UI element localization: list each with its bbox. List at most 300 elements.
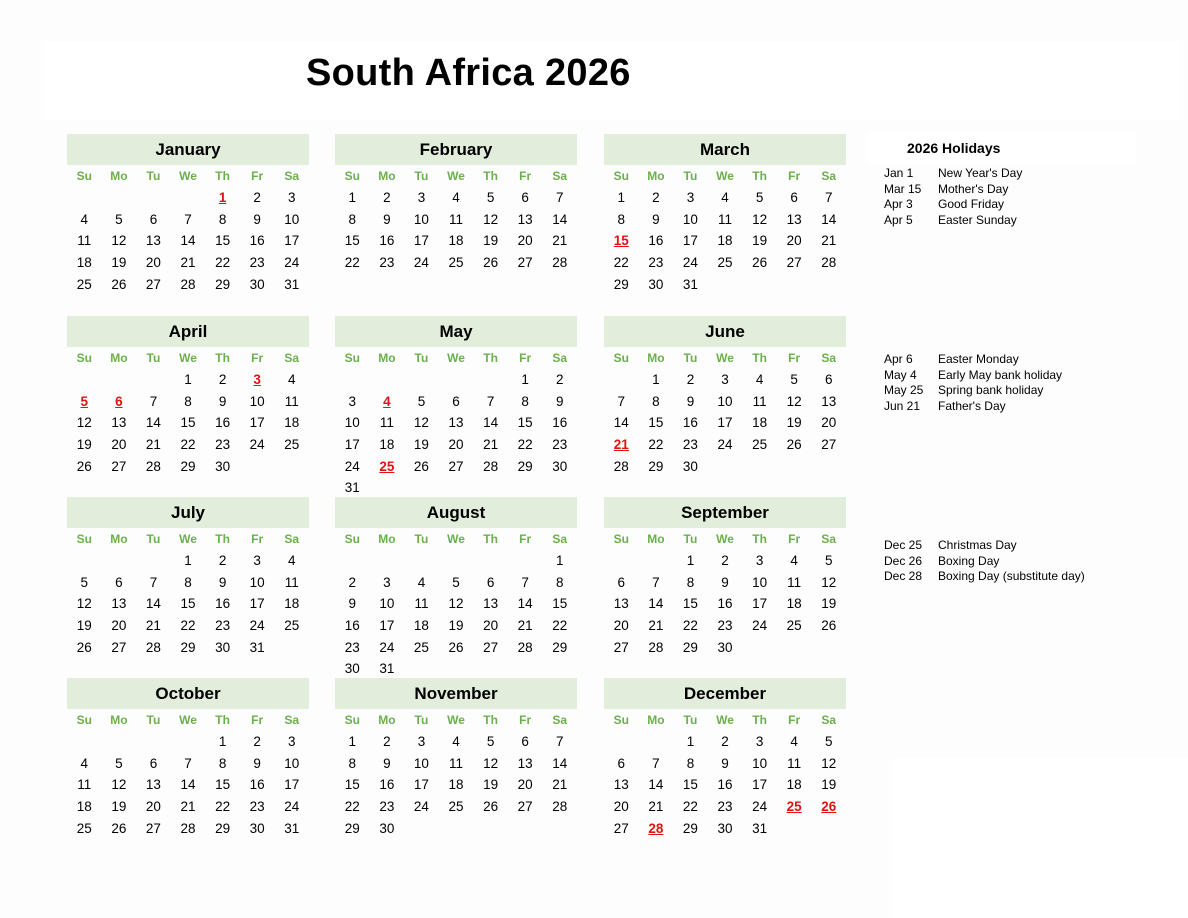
day-cell: 16 xyxy=(648,233,664,249)
day-cell: 30 xyxy=(717,639,733,655)
holiday-name: Boxing Day xyxy=(938,553,1000,568)
week-row xyxy=(67,731,309,753)
day-cell: 25 xyxy=(786,799,802,815)
day-cell: 4 xyxy=(383,393,391,409)
day-cell: 9 xyxy=(721,574,729,590)
day-cell: 15 xyxy=(215,233,231,249)
weekday-label: Mo xyxy=(378,169,396,183)
day-cell: 24 xyxy=(344,458,360,474)
day-cell: 3 xyxy=(253,372,261,388)
week-row xyxy=(335,477,577,499)
day-cell: 3 xyxy=(348,393,357,409)
day-cell: 23 xyxy=(682,437,698,453)
day-cell: 11 xyxy=(449,211,464,227)
weekday-label: Su xyxy=(344,169,360,183)
day-cell: 14 xyxy=(145,596,161,612)
day-cell: 9 xyxy=(253,211,261,227)
day-cell: 17 xyxy=(249,415,265,431)
day-cell: 8 xyxy=(652,393,660,409)
day-cell: 10 xyxy=(682,211,698,227)
day-cell: 15 xyxy=(344,233,360,249)
day-cell: 27 xyxy=(483,639,499,655)
week-row xyxy=(67,796,309,818)
weekday-label: Tu xyxy=(414,351,429,365)
week-row xyxy=(335,412,577,434)
day-cell: 26 xyxy=(111,276,127,292)
day-cell: 16 xyxy=(344,618,360,634)
day-cell: 31 xyxy=(752,820,768,836)
day-cell: 25 xyxy=(448,255,464,271)
holiday-name: Boxing Day (substitute day) xyxy=(938,569,1085,584)
weekday-label: Sa xyxy=(821,713,837,727)
holiday-date: Dec 28 xyxy=(884,569,923,584)
day-cell: 12 xyxy=(786,393,802,409)
day-cell: 16 xyxy=(379,233,395,249)
day-cell: 17 xyxy=(249,596,265,612)
weekday-label: Mo xyxy=(647,713,665,727)
day-cell: 26 xyxy=(821,618,837,634)
day-cell: 29 xyxy=(344,820,360,836)
day-cell: 27 xyxy=(111,458,127,474)
day-cell: 12 xyxy=(111,233,127,249)
day-cell: 15 xyxy=(682,777,698,793)
day-cell: 16 xyxy=(552,415,568,431)
week-row xyxy=(604,817,846,839)
day-cell: 17 xyxy=(284,233,300,249)
day-cell: 27 xyxy=(448,458,464,474)
weekday-label: Su xyxy=(613,713,629,727)
weekday-label: Sa xyxy=(284,713,300,727)
holiday-row xyxy=(884,197,1022,213)
weekday-label: Fr xyxy=(519,169,532,183)
day-cell: 11 xyxy=(787,755,802,771)
week-row xyxy=(335,753,577,775)
day-cell: 20 xyxy=(517,233,533,249)
day-cell: 7 xyxy=(652,574,660,590)
weekday-label: Su xyxy=(76,351,92,365)
day-cell: 14 xyxy=(552,755,568,771)
day-cell: 4 xyxy=(80,211,89,227)
day-cell: 1 xyxy=(652,372,660,388)
day-cell: 8 xyxy=(218,755,227,771)
day-cell: 27 xyxy=(786,255,802,271)
day-cell: 4 xyxy=(80,755,89,771)
day-cell: 28 xyxy=(821,255,837,271)
month-name: August xyxy=(335,497,577,528)
day-cell: 15 xyxy=(180,415,196,431)
week-row xyxy=(335,593,577,615)
day-cell: 24 xyxy=(682,255,698,271)
month-name: December xyxy=(604,678,846,709)
day-cell: 1 xyxy=(218,190,227,206)
week-row xyxy=(335,434,577,456)
month-may xyxy=(335,316,577,499)
week-row xyxy=(335,455,577,477)
day-cell: 17 xyxy=(379,618,395,634)
weekday-label: Mo xyxy=(647,532,665,546)
holiday-row xyxy=(884,166,1022,182)
week-row xyxy=(604,230,846,252)
weekday-label: Sa xyxy=(552,351,568,365)
day-cell: 6 xyxy=(617,755,626,771)
day-cell: 29 xyxy=(215,820,231,836)
week-row xyxy=(67,753,309,775)
weekday-label: Tu xyxy=(683,532,698,546)
day-cell: 2 xyxy=(348,574,357,590)
day-cell: 9 xyxy=(383,755,391,771)
day-cell: 6 xyxy=(115,574,123,590)
day-cell: 21 xyxy=(180,799,196,815)
weekday-label: We xyxy=(716,713,734,727)
day-cell: 5 xyxy=(452,574,460,590)
weekday-label: Sa xyxy=(821,351,837,365)
day-cell: 4 xyxy=(288,553,296,569)
day-cell: 29 xyxy=(180,458,196,474)
day-cell: 14 xyxy=(821,211,837,227)
day-cell: 4 xyxy=(452,734,460,750)
day-cell: 26 xyxy=(413,458,429,474)
day-cell: 11 xyxy=(787,574,802,590)
day-cell: 6 xyxy=(149,755,158,771)
weekday-label: Tu xyxy=(683,351,698,365)
week-row xyxy=(604,731,846,753)
weekday-label: Tu xyxy=(683,713,698,727)
day-cell: 31 xyxy=(379,661,395,677)
weekday-label: We xyxy=(179,351,197,365)
day-cell: 18 xyxy=(786,777,802,793)
day-cell: 28 xyxy=(483,458,499,474)
day-cell: 6 xyxy=(825,372,833,388)
holiday-date: Dec 26 xyxy=(884,553,923,568)
week-row xyxy=(67,636,309,658)
day-cell: 3 xyxy=(288,734,296,750)
day-cell: 28 xyxy=(517,639,533,655)
weekday-label: Sa xyxy=(552,713,568,727)
weekday-label: Sa xyxy=(284,532,300,546)
holiday-row xyxy=(884,383,1062,399)
day-cell: 1 xyxy=(348,734,357,750)
weekday-label: Tu xyxy=(146,169,161,183)
day-cell: 10 xyxy=(249,393,265,409)
weekday-label: Sa xyxy=(552,532,568,546)
day-cell: 14 xyxy=(483,415,499,431)
week-row xyxy=(335,731,577,753)
day-cell: 4 xyxy=(288,372,296,388)
day-cell: 18 xyxy=(752,415,768,431)
week-row xyxy=(604,187,846,209)
holidays-title: 2026 Holidays xyxy=(907,140,1001,156)
day-cell: 3 xyxy=(417,734,426,750)
day-cell: 10 xyxy=(284,211,300,227)
weekday-label: Sa xyxy=(552,169,568,183)
holidays-header xyxy=(866,132,1136,164)
weekday-label: Fr xyxy=(788,169,801,183)
day-cell: 23 xyxy=(215,618,231,634)
weekday-label: Mo xyxy=(647,169,665,183)
day-cell: 14 xyxy=(180,777,196,793)
day-cell: 29 xyxy=(180,639,196,655)
day-cell: 24 xyxy=(413,799,429,815)
day-cell: 28 xyxy=(180,820,196,836)
week-row xyxy=(604,593,846,615)
day-cell: 23 xyxy=(717,799,733,815)
day-cell: 31 xyxy=(344,480,360,496)
day-cell: 20 xyxy=(821,415,837,431)
day-cell: 19 xyxy=(111,799,127,815)
week-row xyxy=(604,636,846,658)
day-cell: 18 xyxy=(448,777,464,793)
month-december xyxy=(604,678,846,839)
day-cell: 8 xyxy=(521,393,529,409)
holiday-row xyxy=(884,554,1085,570)
day-cell: 25 xyxy=(413,639,429,655)
holiday-date: Jun 21 xyxy=(884,398,921,413)
holiday-group xyxy=(884,352,1062,414)
day-cell: 2 xyxy=(652,190,660,206)
day-cell: 17 xyxy=(682,233,698,249)
day-cell: 14 xyxy=(648,777,664,793)
week-row xyxy=(335,817,577,839)
weekday-label: Su xyxy=(76,713,92,727)
day-cell: 15 xyxy=(215,777,231,793)
day-cell: 12 xyxy=(752,211,768,227)
weekday-label: We xyxy=(447,169,465,183)
day-cell: 10 xyxy=(717,393,733,409)
day-cell: 31 xyxy=(682,276,698,292)
weekday-label: We xyxy=(179,713,197,727)
holiday-name: Mother's Day xyxy=(938,181,1009,196)
month-name: February xyxy=(335,134,577,165)
day-cell: 20 xyxy=(613,799,629,815)
day-cell: 23 xyxy=(717,618,733,634)
holiday-row xyxy=(884,352,1062,368)
day-cell: 2 xyxy=(556,372,564,388)
weekday-header xyxy=(67,347,309,369)
day-cell: 2 xyxy=(218,372,227,388)
weekday-label: Su xyxy=(613,532,629,546)
day-cell: 12 xyxy=(483,211,499,227)
day-cell: 28 xyxy=(552,799,568,815)
day-cell: 22 xyxy=(215,255,231,271)
week-row xyxy=(335,369,577,391)
day-cell: 13 xyxy=(821,393,837,409)
day-cell: 22 xyxy=(517,437,533,453)
day-cell: 19 xyxy=(76,618,92,634)
week-row xyxy=(335,230,577,252)
day-cell: 17 xyxy=(752,596,768,612)
month-august xyxy=(335,497,577,680)
day-cell: 28 xyxy=(180,276,196,292)
day-cell: 27 xyxy=(517,799,533,815)
weekday-label: Tu xyxy=(146,351,161,365)
day-cell: 7 xyxy=(184,755,192,771)
week-row xyxy=(67,187,309,209)
holiday-name: Spring bank holiday xyxy=(938,383,1044,398)
weekday-header xyxy=(67,528,309,550)
day-cell: 3 xyxy=(417,190,426,206)
day-cell: 20 xyxy=(145,255,161,271)
month-november xyxy=(335,678,577,839)
day-cell: 18 xyxy=(379,437,395,453)
weekday-header xyxy=(335,528,577,550)
day-cell: 17 xyxy=(717,415,733,431)
holiday-name: Good Friday xyxy=(938,197,1005,212)
day-cell: 30 xyxy=(215,639,231,655)
week-row xyxy=(335,636,577,658)
weekday-label: Th xyxy=(483,169,498,183)
week-row xyxy=(67,252,309,274)
day-cell: 4 xyxy=(417,574,426,590)
month-name: April xyxy=(67,316,309,347)
holiday-date: Apr 5 xyxy=(884,212,913,227)
day-cell: 21 xyxy=(552,777,568,793)
day-cell: 13 xyxy=(483,596,499,612)
day-cell: 22 xyxy=(613,255,629,271)
day-cell: 25 xyxy=(786,618,802,634)
week-row xyxy=(604,391,846,413)
week-row xyxy=(604,774,846,796)
day-cell: 5 xyxy=(755,190,764,206)
day-cell: 13 xyxy=(786,211,802,227)
weekday-label: Su xyxy=(344,532,360,546)
day-cell: 18 xyxy=(786,596,802,612)
day-cell: 7 xyxy=(825,190,833,206)
day-cell: 8 xyxy=(686,574,695,590)
day-cell: 23 xyxy=(379,255,395,271)
day-cell: 8 xyxy=(218,211,227,227)
day-cell: 22 xyxy=(682,799,698,815)
day-cell: 22 xyxy=(180,618,196,634)
day-cell: 26 xyxy=(448,639,464,655)
day-cell: 12 xyxy=(483,755,499,771)
month-july xyxy=(67,497,309,658)
day-cell: 19 xyxy=(752,233,768,249)
week-row xyxy=(67,230,309,252)
day-cell: 28 xyxy=(552,255,568,271)
day-cell: 7 xyxy=(149,574,158,590)
holiday-name: New Year's Day xyxy=(938,166,1023,180)
day-cell: 7 xyxy=(184,211,192,227)
weekday-label: Fr xyxy=(251,169,264,183)
day-cell: 19 xyxy=(111,255,127,271)
day-cell: 16 xyxy=(717,777,733,793)
week-row xyxy=(604,796,846,818)
day-cell: 14 xyxy=(648,596,664,612)
month-name: March xyxy=(604,134,846,165)
day-cell: 16 xyxy=(249,233,265,249)
day-cell: 23 xyxy=(344,639,360,655)
day-cell: 3 xyxy=(383,574,391,590)
weekday-label: Th xyxy=(483,351,498,365)
day-cell: 14 xyxy=(180,233,196,249)
day-cell: 21 xyxy=(613,437,629,453)
day-cell: 27 xyxy=(613,639,629,655)
month-name: October xyxy=(67,678,309,709)
day-cell: 24 xyxy=(284,799,300,815)
weekday-label: Sa xyxy=(821,532,837,546)
month-september xyxy=(604,497,846,658)
day-cell: 10 xyxy=(284,755,300,771)
week-row xyxy=(67,209,309,231)
week-row xyxy=(335,252,577,274)
day-cell: 11 xyxy=(77,233,92,249)
day-cell: 15 xyxy=(682,596,698,612)
weekday-label: Fr xyxy=(519,713,532,727)
holiday-date: Apr 3 xyxy=(884,197,913,212)
day-cell: 24 xyxy=(413,255,429,271)
month-name: November xyxy=(335,678,577,709)
holiday-date: Dec 25 xyxy=(884,538,923,552)
weekday-label: Th xyxy=(752,713,767,727)
weekday-label: Th xyxy=(752,532,767,546)
day-cell: 24 xyxy=(752,618,768,634)
week-row xyxy=(604,572,846,594)
day-cell: 29 xyxy=(552,639,568,655)
day-cell: 2 xyxy=(253,190,261,206)
day-cell: 7 xyxy=(521,574,529,590)
day-cell: 8 xyxy=(686,755,695,771)
day-cell: 17 xyxy=(344,437,360,453)
day-cell: 2 xyxy=(686,372,695,388)
week-row xyxy=(335,572,577,594)
weekday-label: Sa xyxy=(284,351,300,365)
week-row xyxy=(335,774,577,796)
day-cell: 8 xyxy=(184,574,192,590)
day-cell: 15 xyxy=(344,777,360,793)
day-cell: 1 xyxy=(348,190,357,206)
day-cell: 2 xyxy=(721,553,729,569)
day-cell: 10 xyxy=(752,755,768,771)
day-cell: 25 xyxy=(284,618,300,634)
weekday-label: Tu xyxy=(146,532,161,546)
day-cell: 11 xyxy=(284,393,299,409)
weekday-label: We xyxy=(716,351,734,365)
month-name: June xyxy=(604,316,846,347)
day-cell: 7 xyxy=(556,734,564,750)
day-cell: 4 xyxy=(721,190,729,206)
day-cell: 22 xyxy=(215,799,231,815)
day-cell: 10 xyxy=(752,574,768,590)
day-cell: 22 xyxy=(552,618,568,634)
day-cell: 21 xyxy=(180,255,196,271)
day-cell: 6 xyxy=(521,190,529,206)
day-cell: 13 xyxy=(111,415,127,431)
day-cell: 26 xyxy=(76,458,92,474)
day-cell: 15 xyxy=(613,233,629,249)
day-cell: 25 xyxy=(76,276,92,292)
day-cell: 1 xyxy=(556,553,564,569)
day-cell: 1 xyxy=(521,372,529,388)
day-cell: 18 xyxy=(717,233,733,249)
day-cell: 12 xyxy=(413,415,429,431)
day-cell: 5 xyxy=(825,553,833,569)
day-cell: 19 xyxy=(483,233,499,249)
day-cell: 24 xyxy=(752,799,768,815)
day-cell: 21 xyxy=(483,437,499,453)
day-cell: 9 xyxy=(253,755,261,771)
day-cell: 29 xyxy=(682,820,698,836)
day-cell: 5 xyxy=(80,393,89,409)
day-cell: 9 xyxy=(556,393,564,409)
day-cell: 8 xyxy=(348,211,357,227)
weekday-label: Fr xyxy=(788,532,801,546)
holiday-date: Apr 6 xyxy=(884,352,913,366)
day-cell: 22 xyxy=(344,799,360,815)
day-cell: 30 xyxy=(379,820,395,836)
day-cell: 9 xyxy=(652,211,660,227)
day-cell: 11 xyxy=(449,755,464,771)
weekday-label: Tu xyxy=(414,713,429,727)
